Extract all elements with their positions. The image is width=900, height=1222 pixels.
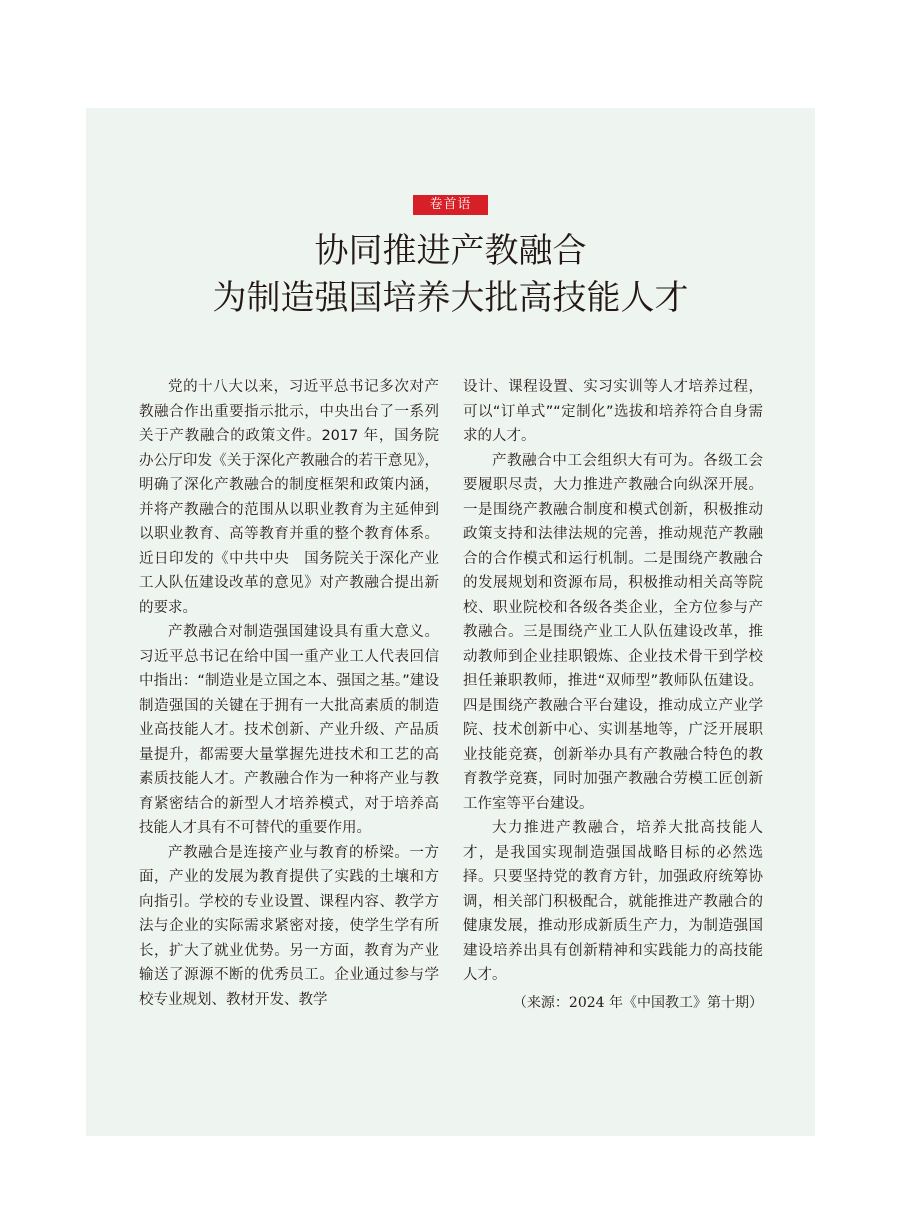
page-title-line-1: 协同推进产教融合 bbox=[314, 231, 587, 271]
right-column bbox=[463, 375, 763, 1015]
paragraph-5: 大力推进产教融合，培养大批高技能人才，是我国实现制造强国战略目标的必然选择。只要坚持党的教育方针，加强政府统筹协调，相关部门积极配合，就能推进产教融合的健康发展，推动形成新质生产力，为制造强国建设培养出具有创新精神和实践能力的高技能人才。 bbox=[463, 820, 763, 983]
paragraph-1: 党的十八大以来，习近平总书记多次对产教融合作出重要指示批示，中央出台了一系列关于产教融合的政策文件。2017 年，国务院办公厅印发《关于深化产教融合的若干意见》，明确了深化产教融合的制度框架和政策内涵，并将产教融合的范围从以职业教育为主延伸到以职业教育、高等教育并重的整个教育体系。近日印发的《中共中央 国务院关于深化产业工人队伍建设改革的意见》对产教融合提出新的要求。 bbox=[139, 379, 439, 616]
paragraph-3: 产教融合是连接产业与教育的桥梁。一方面，产业的发展为教育提供了实践的土壤和方向指引。学校的专业设置、课程内容、教学方法与企业的实际需求紧密对接，使学生学有所长，扩大了就业优势。另一方面，教育为产业输送了源源不断的优秀员工。企业通过参与学校专业规划、教材开发、教学 bbox=[139, 844, 439, 1008]
paragraph-4: 产教融合中工会组织大有可为。各级工会要履职尽责，大力推进产教融合向纵深开展。一是围绕产教融合制度和模式创新，积极推动政策支持和法律法规的完善，推动规范产教融合的合作模式和运行机制。二是围绕产教融合的发展规划和资源布局，积极推动相关高等院校、职业院校和各级各类企业，全方位参与产教融合。三是围绕产业工人队伍建设改革，推动教师到企业挂职锻炼、企业技术骨干到学校担任兼职教师，推进“双师型”教师队伍建设。四是围绕产教融合平台建设，推动成立产业学院、技术创新中心、实训基地等，广泛开展职业技能竞赛，创新举办具有产教融合特色的教育教学竞赛，同时加强产教融合劳模工匠创新工作室等平台建设。 bbox=[463, 452, 763, 812]
paragraph-3-continued: 设计、课程设置、实习实训等人才培养过程，可以“订单式”“定制化”选拔和培养符合自身需求的人才。 bbox=[463, 379, 763, 444]
column-tag: 卷首语 bbox=[413, 195, 488, 215]
paragraph-2: 产教融合对制造强国建设具有重大意义。习近平总书记在给中国一重产业工人代表回信中指出：“制造业是立国之本、强国之基。”建设制造强国的关键在于拥有一大批高素质的制造业高技能人才。技术创新、产业升级、产品质量提升，都需要大量掌握先进技术和工艺的高素质技能人才。产教融合作为一种将产业与教育紧密结合的新型人才培养模式，对于培养高技能人才具有不可替代的重要作用。 bbox=[139, 624, 439, 836]
source-citation: （来源：2024 年《中国教工》第十期） bbox=[512, 994, 763, 1011]
page-title-line-2: 为制造强国培养大批高技能人才 bbox=[212, 278, 689, 318]
left-column bbox=[139, 375, 439, 1012]
